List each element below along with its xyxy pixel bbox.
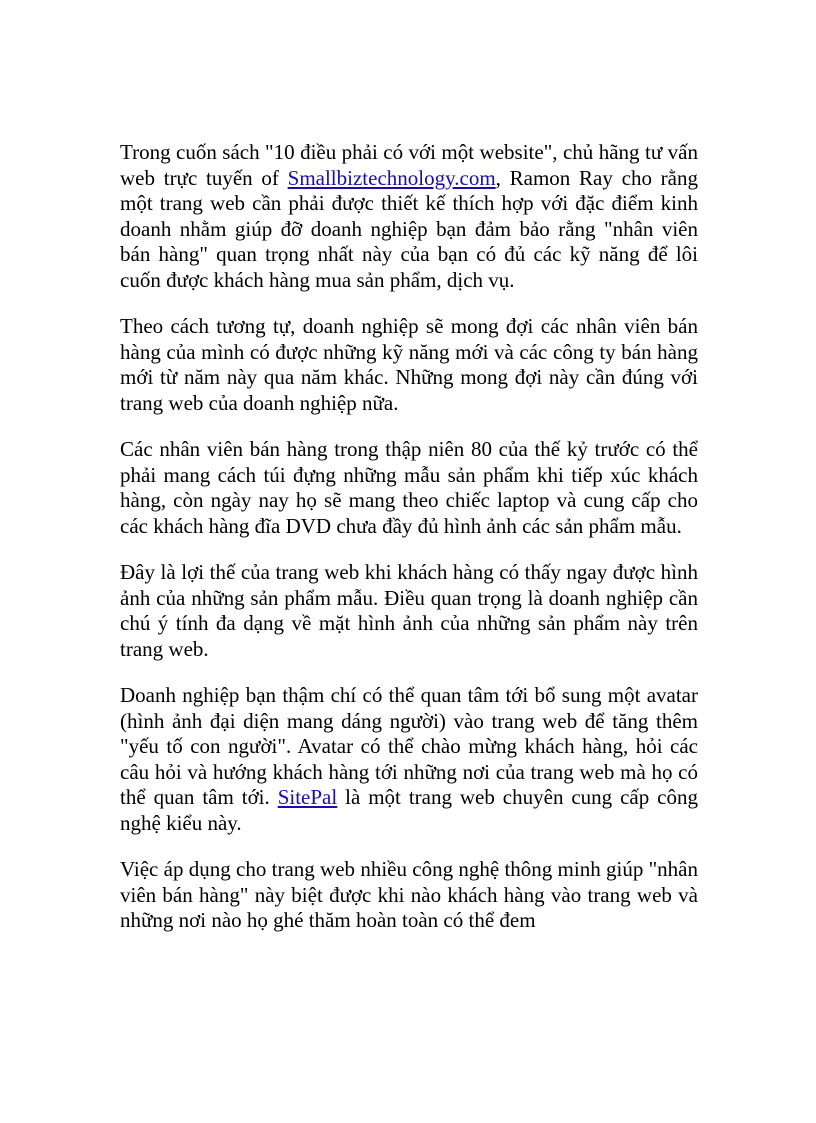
paragraph-4: Đây là lợi thế của trang web khi khách hàng có thấy ngay được hình ảnh của những sản phẩm mẫu. Điều quan trọng là doanh nghiệp cần chú ý tính đa dạng về mặt hình ảnh của những sản phẩm này trên trang web. [120, 560, 698, 661]
paragraph-5-text-before: Doanh nghiệp bạn thậm chí có thể quan tâm tới bổ sung một avatar (hình ảnh đại diện mang dáng người) vào trang web để tăng thêm "yếu tố con người". Avatar có thể chào mừng khách hàng, hỏi các câu hỏi và hướng khách hàng tới những nơi của trang web mà họ có thể quan tâm tới. [120, 683, 698, 809]
smallbiztechnology-link[interactable]: Smallbiztechnology.com [287, 165, 496, 190]
paragraph-3: Các nhân viên bán hàng trong thập niên 80 của thế kỷ trước có thể phải mang cách túi đựng những mẫu sản phẩm khi tiếp xúc khách hàng, còn ngày nay họ sẽ mang theo chiếc laptop và cung cấp cho các khách hàng đĩa DVD chưa đầy đủ hình ảnh các sản phẩm mẫu. [120, 437, 698, 538]
paragraph-5 [120, 683, 698, 836]
paragraph-6: Việc áp dụng cho trang web nhiều công nghệ thông minh giúp "nhân viên bán hàng" này biệt được khi nào khách hàng vào trang web và những nơi nào họ ghé thăm hoàn toàn có thể đem [120, 857, 698, 932]
document-page [120, 140, 698, 955]
paragraph-1-text-before: Trong cuốn sách "10 điều phải có với một website", chủ hãng tư vấn web trực tuyến of [120, 140, 698, 190]
paragraph-1 [120, 140, 698, 293]
paragraph-2: Theo cách tương tự, doanh nghiệp sẽ mong đợi các nhân viên bán hàng của mình có được những kỹ năng mới và các công ty bán hàng mới từ năm này qua năm khác. Những mong đợi này cần đúng với trang web của doanh nghiệp nữa. [120, 314, 698, 415]
paragraph-5-text-after: là một trang web chuyên cung cấp công nghệ kiểu này. [120, 785, 698, 835]
paragraph-1-text-after: , Ramon Ray cho rằng một trang web cần phải được thiết kế thích hợp với đặc điểm kinh doanh nhằm giúp đỡ doanh nghiệp bạn đảm bảo rằng "nhân viên bán hàng" quan trọng nhất này của bạn có đủ các kỹ năng để lôi cuốn được khách hàng mua sản phẩm, dịch vụ. [120, 165, 698, 292]
sitepal-link[interactable]: SitePal [277, 785, 338, 809]
